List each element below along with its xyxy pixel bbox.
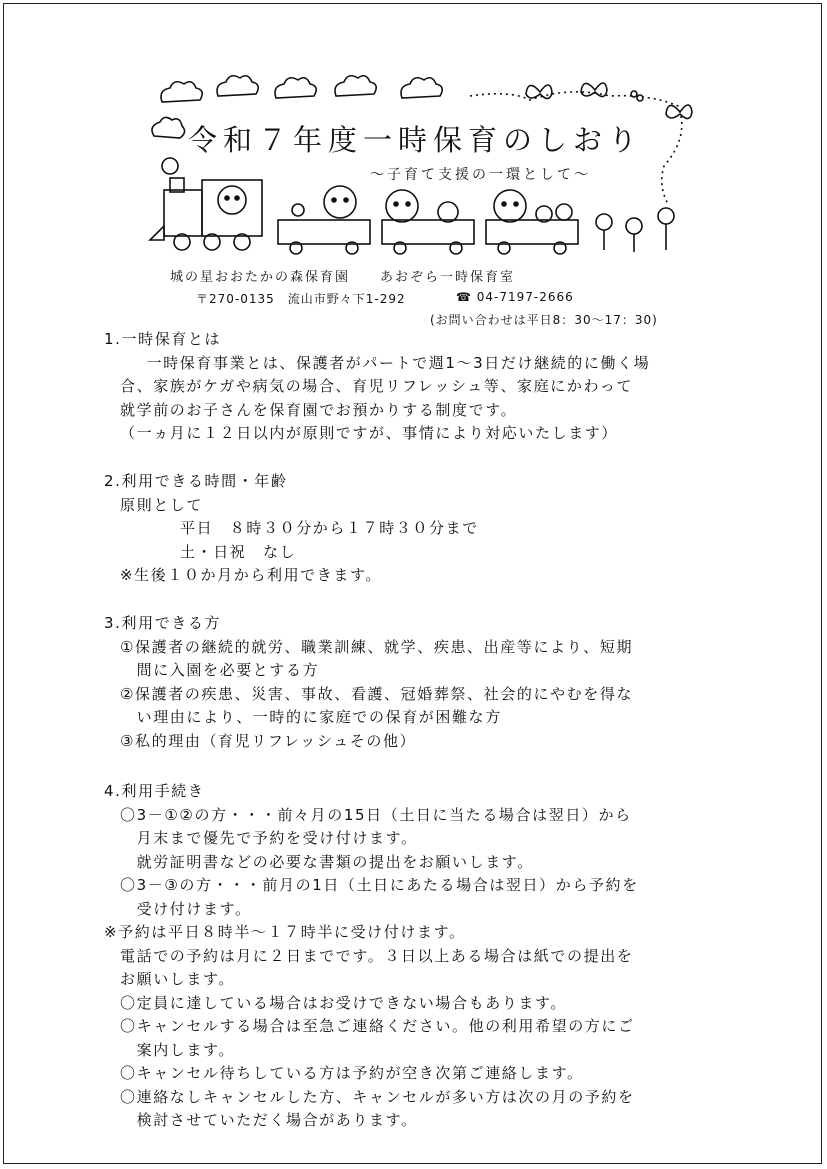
body-line: 〇連絡なしキャンセルした方、キャンセルが多い方は次の月の予約を [120,1087,635,1106]
train-engine-icon [150,158,262,250]
body-line: 〇3－①②の方・・・前々月の15日（土日に当たる場合は翌日）から [120,805,632,824]
body-line: 土・日祝 なし [180,542,297,561]
body-line: 平日 ８時３０分から１７時３０分まで [180,519,479,537]
body-line: 原則として [120,495,204,514]
body-line: ※生後１０か月から利用できます。 [120,566,382,584]
body-line: 〇キャンセル待ちしている方は予約が空き次第ご連絡します。 [120,1064,584,1082]
body-line: 〇3－③の方・・・前月の1日（土日にあたる場合は翌日）から予約を [120,876,639,894]
section-3 [104,612,633,753]
body-line: 電話での予約は月に２日までです。３日以上ある場合は紙での提出を [120,946,634,965]
facility-address: 〒270-0135 流山市野々下1-292 [196,292,406,306]
page-title: 令和７年度一時保育のしおり [188,123,644,157]
body-line: 間に入園を必要とする方 [120,661,320,679]
facility-names: 城の星おおたかの森保育園 あおぞら一時保育室 [170,270,516,285]
body-line: 就学前のお子さんを保育園でお預かりする制度です。 [120,400,518,419]
body-line: 一時保育事業とは、保護者がパートで週1～3日だけ継続的に働く場 [130,353,651,372]
section-heading: 1.一時保育とは [104,330,222,348]
train-car-icon [278,220,578,254]
section-heading: 3.利用できる方 [104,614,222,632]
body-line: 受け付けます。 [120,899,252,918]
section-heading: 2.利用できる時間・年齢 [104,472,288,490]
body-line: 検討させていただく場合があります。 [120,1111,418,1129]
body-line: 月末まで優先で予約を受け付けます。 [120,829,418,847]
body-line: （一ヵ月に１２日以内が原則ですが、事情により対応いたします） [120,424,619,442]
butterfly-icon [526,83,692,119]
section-4 [104,780,639,1133]
body-line: ②保護者の疾患、災害、事故、看護、冠婚葬祭、社会的にやむを得な [120,684,634,703]
facility-phone: ☎ 04-7197-2666 [456,290,574,304]
body-line: お願いします。 [120,970,236,988]
section-heading: 4.利用手続き [104,782,205,800]
animal-faces-icon [292,186,572,222]
flower-icon [596,208,674,252]
contact-hours: (お問い合わせは平日8：30～17：30) [430,313,658,327]
section-2 [104,470,479,588]
page-subtitle: ～子育て支援の一環として～ [370,167,591,183]
body-line: ①保護者の継続的就労、職業訓練、就学、疾患、出産等により、短期 [120,637,634,656]
body-line: ※予約は平日８時半～１７時半に受け付けます。 [104,923,466,941]
body-line: ③私的理由（育児リフレッシュその他） [120,731,417,750]
body-line: 就労証明書などの必要な書類の提出をお願いします。 [120,852,534,871]
body-line: 案内します。 [120,1040,236,1059]
body-line: い理由により、一時的に家庭での保育が困難な方 [120,708,502,726]
body-line: 〇キャンセルする場合は至急ご連絡ください。他の利用希望の方にご [120,1017,635,1035]
body-line: 〇定員に達している場合はお受けできない場合もあります。 [120,993,568,1012]
body-line: 合、家族がケガや病気の場合、育児リフレッシュ等、家庭にかわって [120,377,634,395]
section-1 [104,328,650,446]
